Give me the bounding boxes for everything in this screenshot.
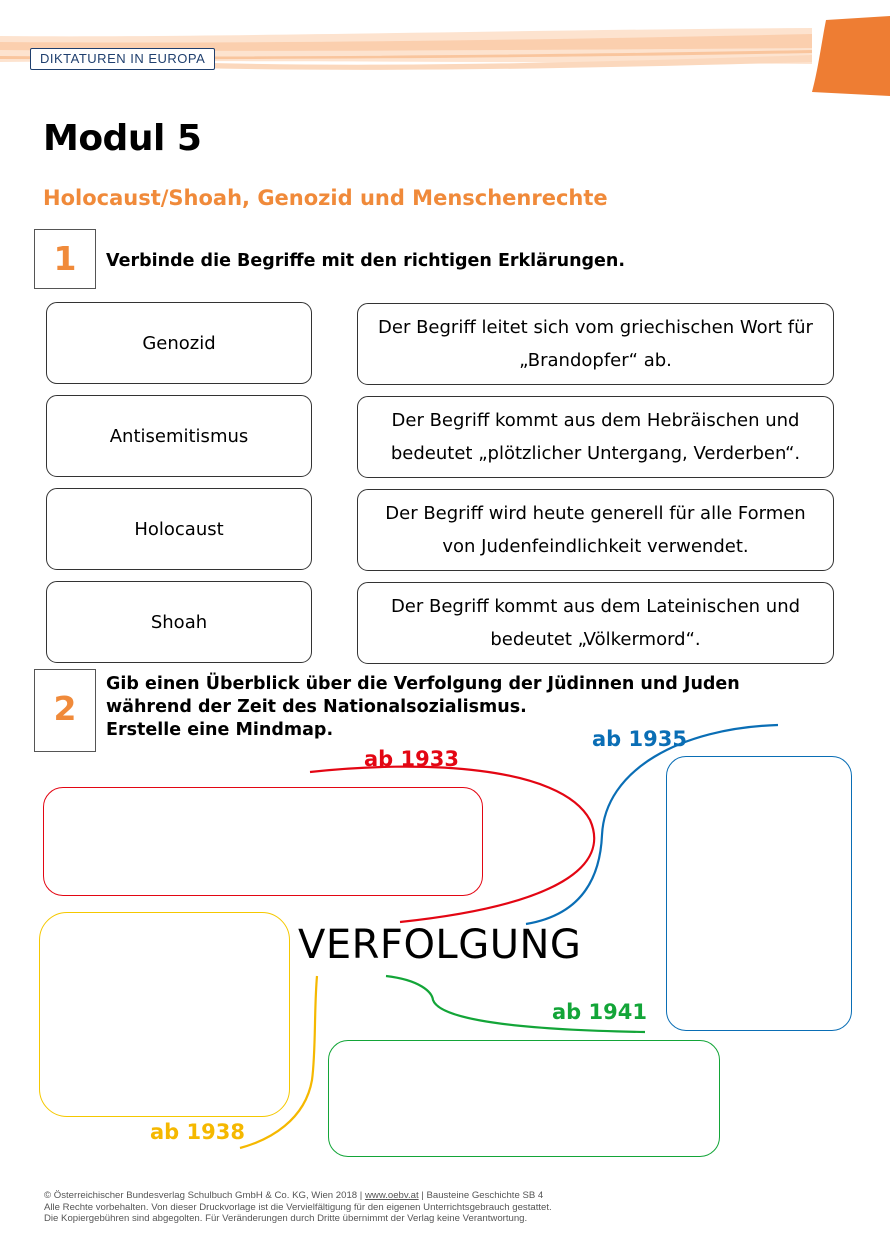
mindmap-box-red[interactable] [43, 787, 483, 896]
task-1-number-box: 1 [34, 229, 96, 289]
mindmap-center-word: VERFOLGUNG [298, 922, 582, 968]
term-label: Genozid [142, 332, 216, 354]
task-1-instruction: Verbinde die Begriffe mit den richtigen Erklärungen. [106, 251, 626, 271]
mindmap-box-blue[interactable] [666, 756, 852, 1031]
publisher-link[interactable]: www.oebv.at [364, 1190, 419, 1201]
branch-label-red: ab 1933 [364, 747, 459, 771]
copyright-footer: © Österreichischer Bundesverlag Schulbuch GmbH & Co. KG, Wien 2018 | www.oebv.at | Bausteine Geschichte SB 4 Alle Rechte vorbehalten. Von dieser Druckvorlage ist die Vervielfältigung für den eigenen Unterrichtsgebrauch gestattet. Die Kopiergebühren sind abgegolten. Für Veränderungen durch Dritte übernimmt der Verlag keine Verantwortung. [44, 1190, 552, 1224]
page-title: Modul 5 [43, 118, 202, 159]
definition-text: Der Begriff leitet sich vom griechischen Wort für „Brandopfer“ ab. [378, 317, 813, 371]
series-label: DIKTATUREN IN EUROPA [30, 48, 215, 70]
page-subtitle: Holocaust/Shoah, Genozid und Menschenrechte [43, 186, 608, 210]
branch-label-blue: ab 1935 [592, 727, 687, 751]
branch-label-yellow: ab 1938 [150, 1120, 245, 1144]
task-2-instruction: Gib einen Überblick über die Verfolgung der Jüdinnen und Juden während der Zeit des Nationalsozialismus. Erstelle eine Mindmap. [106, 674, 740, 740]
definition-text: Der Begriff kommt aus dem Hebräischen und bedeutet „plötzlicher Untergang, Verderben“. [390, 410, 801, 464]
definition-text: Der Begriff kommt aus dem Lateinischen und bedeutet „Völkermord“. [390, 596, 801, 650]
mindmap-box-yellow[interactable] [39, 912, 290, 1117]
term-label: Antisemitismus [109, 425, 249, 447]
term-label: Shoah [150, 611, 208, 633]
task-2-number-box: 2 [34, 669, 96, 752]
branch-label-green: ab 1941 [552, 1000, 647, 1024]
definition-text: Der Begriff wird heute generell für alle Formen von Judenfeindlichkeit verwendet. [385, 503, 806, 557]
term-label: Holocaust [134, 518, 224, 540]
mindmap-box-green[interactable] [328, 1040, 720, 1157]
